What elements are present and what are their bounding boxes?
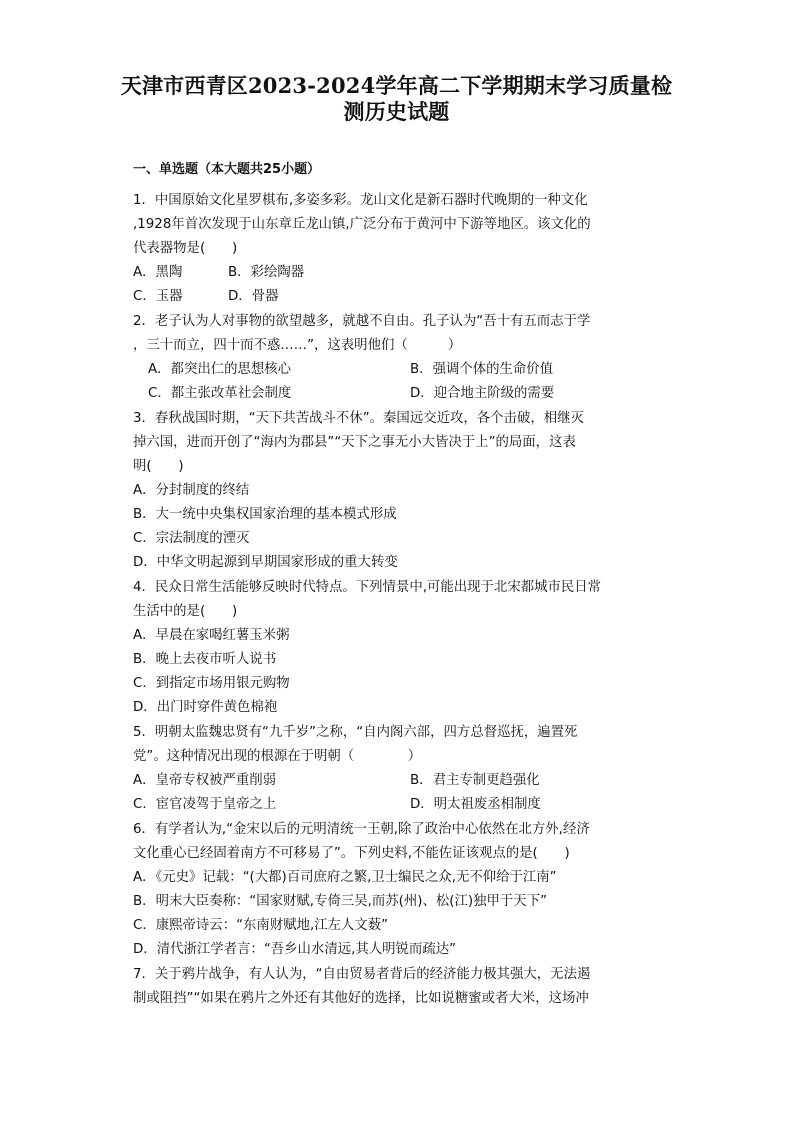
- question-7-line-1: 7．关于鸦片战争，有人认为，“自由贸易者背后的经济能力极其强大，无法遏: [133, 967, 591, 982]
- question-5-option-d[interactable]: D．明太祖废丞相制度: [410, 797, 541, 812]
- question-5-option-c[interactable]: C．宦官凌驾于皇帝之上: [133, 797, 277, 812]
- question-1-line-3: 代表器物是( ): [133, 241, 238, 256]
- question-4-line-1: 4．民众日常生活能够反映时代特点。下列情景中,可能出现于北宋都城市民日常: [133, 580, 602, 595]
- question-5-option-a[interactable]: A．皇帝专权被严重削弱: [133, 773, 277, 788]
- question-2-option-b[interactable]: B．强调个体的生命价值: [410, 362, 554, 377]
- question-2-option-a[interactable]: A．都突出仁的思想核心: [148, 362, 292, 377]
- question-1-line-2: ,1928年首次发现于山东章丘龙山镇,广泛分布于黄河中下游等地区。该文化的: [133, 217, 591, 232]
- question-1-option-b[interactable]: B．彩绘陶器: [228, 265, 305, 280]
- question-4-option-d[interactable]: D．出门时穿件黄色棉袍: [133, 700, 278, 715]
- question-3-option-b[interactable]: B．大一统中央集权国家治理的基本模式形成: [133, 507, 397, 522]
- question-5-line-2: 党”。这种情况出现的根源在于明朝（ ）: [133, 749, 422, 764]
- question-1-line-1: 1．中国原始文化星罗棋布,多姿多彩。龙山文化是新石器时代晚期的一种文化: [133, 193, 588, 208]
- question-2-line-2: ，三十而立，四十而不惑……”，这表明他们（ ）: [133, 338, 462, 353]
- question-2-option-c[interactable]: C．都主张改革社会制度: [148, 386, 292, 401]
- question-3-option-c[interactable]: C．宗法制度的湮灭: [133, 531, 250, 546]
- question-6-option-a[interactable]: A．《元史》记载：“(大都)百司庶府之繁,卫士编民之众,无不仰给于江南”: [133, 870, 557, 885]
- question-5-option-b[interactable]: B．君主专制更趋强化: [410, 773, 540, 788]
- question-7-line-2: 制或阻挡”“如果在鸦片之外还有其他好的选择，比如说糖蜜或者大米，这场冲: [133, 991, 589, 1006]
- question-4-line-2: 生活中的是( ): [133, 604, 238, 619]
- question-1-option-c[interactable]: C．玉器: [133, 289, 183, 304]
- question-6-line-2: 文化重心已经固着南方不可移易了”。下列史料,不能佐证该观点的是( ): [133, 846, 570, 861]
- question-6-option-b[interactable]: B．明末大臣奏称：“国家财赋,专倚三吴,而苏(州)、松(江)独甲于天下”: [133, 894, 548, 909]
- document-title-line-1: 天津市西青区2023-2024学年高二下学期期末学习质量检: [120, 73, 673, 98]
- question-5-line-1: 5．明朝太监魏忠贤有“九千岁”之称，“自内阁六部，四方总督巡抚，遍置死: [133, 725, 578, 740]
- section-heading: 一、单选题（本大题共25小题）: [133, 162, 321, 177]
- question-1-option-a[interactable]: A．黑陶: [133, 265, 183, 280]
- question-6-line-1: 6．有学者认为,“金宋以后的元明清统一王朝,除了政治中心依然在北方外,经济: [133, 822, 590, 837]
- question-3-line-1: 3．春秋战国时期，“天下共苦战斗不休”。秦国远交近攻，各个击破，相继灭: [133, 411, 584, 426]
- question-2-option-d[interactable]: D．迎合地主阶级的需要: [410, 386, 555, 401]
- question-3-option-d[interactable]: D．中华文明起源到早期国家形成的重大转变: [133, 555, 398, 570]
- question-2-line-1: 2．老子认为人对事物的欲望越多，就越不自由。孔子认为“吾十有五而志于学: [133, 314, 591, 329]
- question-4-option-b[interactable]: B．晚上去夜市听人说书: [133, 652, 277, 667]
- question-4-option-a[interactable]: A．早晨在家喝红薯玉米粥: [133, 628, 290, 643]
- question-3-line-3: 明( ): [133, 459, 184, 474]
- question-3-option-a[interactable]: A．分封制度的终结: [133, 483, 250, 498]
- question-4-option-c[interactable]: C．到指定市场用银元购物: [133, 676, 290, 691]
- question-3-line-2: 掉六国，进而开创了“海内为郡县”“天下之事无小大皆决于上”的局面，这表: [133, 435, 576, 450]
- document-title-line-2: 测历史试题: [343, 99, 450, 124]
- question-6-option-c[interactable]: C．康熙帝诗云：“东南财赋地,江左人文薮”: [133, 918, 389, 933]
- question-1-option-d[interactable]: D．骨器: [228, 289, 279, 304]
- question-6-option-d[interactable]: D．清代浙江学者言：“吾乡山水清远,其人明锐而疏达”: [133, 942, 457, 957]
